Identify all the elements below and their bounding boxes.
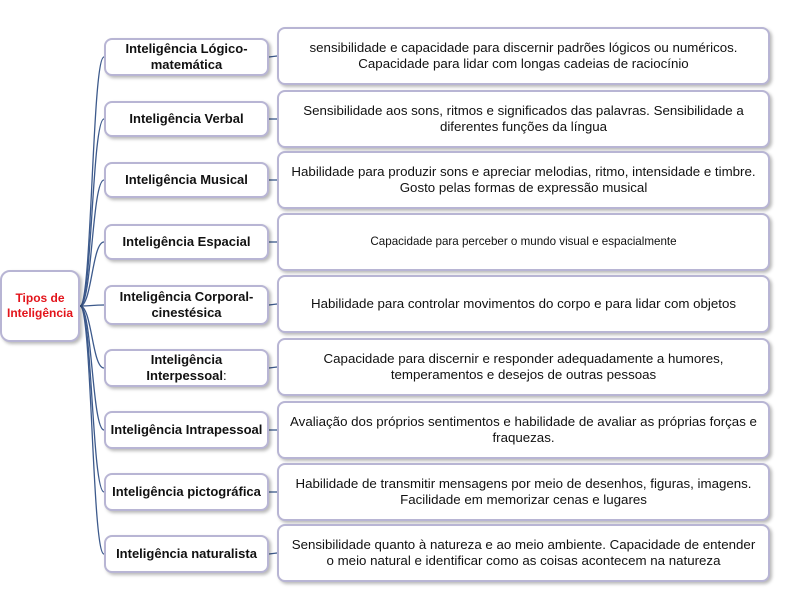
category-node (104, 285, 269, 325)
category-node (104, 38, 269, 76)
category-node (104, 473, 269, 511)
category-label: Inteligência Intrapessoal (110, 422, 263, 438)
category-node (104, 349, 269, 387)
category-label-suffix: : (222, 368, 227, 383)
leaf-connector (269, 304, 277, 305)
description-text: Avaliação dos próprios sentimentos e habilidade de avaliar as próprias forças e fraquezas. (290, 413, 757, 445)
description-text: Sensibilidade aos sons, ritmos e significados das palavras. Sensibilidade a diferentes funções da língua (303, 102, 744, 134)
description-node (277, 27, 770, 85)
description-node (277, 90, 770, 148)
category-label: Inteligência Espacial (122, 234, 251, 250)
leaf-connector (269, 367, 277, 368)
category-node (104, 411, 269, 449)
category-node (104, 162, 269, 198)
root-label: Tipos de Inteligência (6, 291, 74, 320)
leaf-connector (269, 56, 277, 57)
branch-connector (80, 306, 104, 554)
leaf-connector (269, 553, 277, 554)
description-node (277, 463, 770, 521)
description-text: Sensibilidade quanto à natureza e ao meio ambiente. Capacidade de entender o meio natural e identificar como as coisas acontecem na natureza (291, 536, 756, 568)
description-text: Habilidade para controlar movimentos do corpo e para lidar com objetos (311, 295, 736, 311)
description-node (277, 524, 770, 582)
category-label: Inteligência naturalista (116, 546, 257, 562)
description-text: Capacidade para discernir e responder adequadamente a humores, temperamentos e desejos de outras pessoas (323, 350, 724, 382)
description-text: Habilidade para produzir sons e apreciar melodias, ritmo, intensidade e timbre. Gosto pelas formas de expressão musical (291, 163, 756, 195)
category-label: Inteligência pictográfica (112, 484, 261, 500)
branch-connector (80, 119, 104, 306)
description-text: Capacidade para perceber o mundo visual e espacialmente (370, 234, 677, 248)
description-node (277, 275, 770, 333)
category-label: Inteligência Interpessoal: (146, 352, 227, 383)
category-label: Inteligência Lógico-matemática (125, 41, 248, 72)
branch-connector (80, 306, 104, 430)
description-text: sensibilidade e capacidade para discernir padrões lógicos ou numéricos. Capacidade para lidar com longas cadeias de raciocínio (309, 39, 738, 71)
category-node (104, 101, 269, 137)
category-label: Inteligência Corporal-cinestésica (119, 289, 254, 320)
category-label: Inteligência Musical (125, 172, 248, 188)
root-node (0, 270, 80, 342)
branch-connector (80, 180, 104, 306)
description-node (277, 401, 770, 459)
branch-connector (80, 305, 104, 306)
branch-connector (80, 57, 104, 306)
category-label: Inteligência Verbal (129, 111, 244, 127)
description-node (277, 213, 770, 271)
description-node (277, 151, 770, 209)
description-text: Habilidade de transmitir mensagens por meio de desenhos, figuras, imagens. Facilidade em memorizar cenas e lugares (295, 475, 752, 507)
description-node (277, 338, 770, 396)
category-node (104, 535, 269, 573)
category-node (104, 224, 269, 260)
